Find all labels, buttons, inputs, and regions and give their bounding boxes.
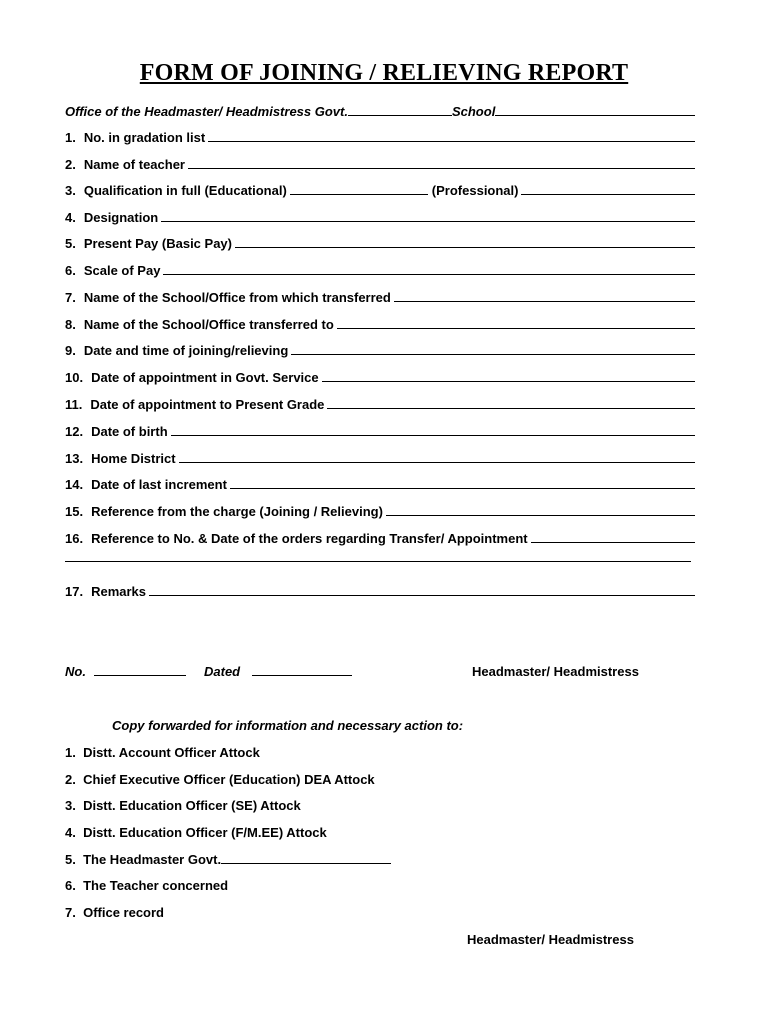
field-row	[65, 531, 695, 546]
field-number: 7.	[65, 290, 76, 305]
field-number: 14.	[65, 477, 84, 492]
copy-item-number: 4.	[65, 825, 76, 840]
field-row	[65, 370, 695, 385]
field-label: Name of teacher	[83, 157, 185, 172]
field-number: 8.	[65, 317, 76, 332]
teacher-name-blank[interactable]	[188, 157, 695, 169]
professional-qualification-blank[interactable]	[521, 183, 695, 195]
no-field	[65, 664, 186, 679]
dated-blank[interactable]	[252, 664, 352, 676]
copy-item	[65, 798, 301, 813]
school-label: School	[451, 104, 496, 119]
field-label: Reference to No. & Date of the orders regarding Transfer/ Appointment	[91, 531, 528, 546]
copy-item-number: 7.	[65, 905, 76, 920]
field-row	[65, 263, 695, 278]
field-row	[65, 130, 695, 145]
field-number: 16.	[65, 531, 84, 546]
copy-heading: Copy forwarded for information and necessary action to:	[112, 718, 464, 733]
transferred-to-blank[interactable]	[337, 317, 695, 329]
charge-reference-blank[interactable]	[386, 504, 695, 516]
field-label: Name of the School/Office from which transferred	[83, 290, 391, 305]
field-label: No. in gradation list	[83, 130, 206, 145]
field-row	[65, 343, 695, 358]
no-blank[interactable]	[94, 664, 186, 676]
copy-item-label: Distt. Education Officer (F/M.EE) Attock	[83, 825, 327, 840]
copy-item-number: 5.	[65, 852, 76, 867]
field-label: Scale of Pay	[83, 263, 161, 278]
govt-school-name-blank[interactable]	[348, 104, 452, 116]
present-grade-date-blank[interactable]	[327, 397, 695, 409]
designation-blank[interactable]	[161, 210, 695, 222]
transfer-order-reference-blank[interactable]	[531, 531, 695, 543]
field-row	[65, 210, 695, 225]
field-number: 4.	[65, 210, 76, 225]
last-increment-blank[interactable]	[230, 477, 695, 489]
present-pay-blank[interactable]	[235, 236, 695, 248]
form-title: FORM OF JOINING / RELIEVING REPORT	[139, 60, 629, 86]
field-number: 13.	[65, 451, 84, 466]
copy-item-number: 1.	[65, 745, 76, 760]
remarks-blank[interactable]	[149, 584, 695, 596]
educational-qualification-blank[interactable]	[290, 183, 428, 195]
field-label-professional: (Professional)	[431, 183, 519, 198]
field-row	[65, 504, 695, 519]
copy-item-label: Chief Executive Officer (Education) DEA Attock	[83, 772, 375, 787]
field-number: 3.	[65, 183, 76, 198]
field-number: 5.	[65, 236, 76, 251]
field-row	[65, 236, 695, 251]
field-number: 6.	[65, 263, 76, 278]
signatory: Headmaster/ Headmistress	[472, 664, 639, 679]
field-label: Date of last increment	[91, 477, 227, 492]
dated-label: Dated	[204, 664, 241, 679]
gradation-number-blank[interactable]	[208, 130, 695, 142]
field-label: Date of appointment to Present Grade	[90, 397, 325, 412]
field-label: Designation	[83, 210, 159, 225]
field-row	[65, 317, 695, 332]
office-prefix: Office of the Headmaster/ Headmistress Govt.	[65, 104, 348, 119]
field-row	[65, 397, 695, 412]
copy-item-number: 2.	[65, 772, 76, 787]
field-label: Date of birth	[91, 424, 168, 439]
date-of-birth-blank[interactable]	[171, 424, 695, 436]
copy-item-number: 6.	[65, 878, 76, 893]
copy-signatory: Headmaster/ Headmistress	[467, 932, 634, 947]
school-name-blank[interactable]	[495, 104, 695, 116]
field-row	[65, 183, 695, 198]
copy-item-label: Distt. Education Officer (SE) Attock	[83, 798, 301, 813]
field-number: 10.	[65, 370, 84, 385]
field-label: Name of the School/Office transferred to	[83, 317, 334, 332]
field-number: 17.	[65, 584, 84, 599]
field-row	[65, 424, 695, 439]
home-district-blank[interactable]	[179, 451, 695, 463]
field-label: Remarks	[91, 584, 147, 599]
field-label: Qualification in full (Educational)	[83, 183, 287, 198]
field-row	[65, 290, 695, 305]
field-number: 12.	[65, 424, 84, 439]
field-label: Date of appointment in Govt. Service	[91, 370, 319, 385]
field-number: 2.	[65, 157, 76, 172]
copy-item	[65, 745, 260, 760]
copy-item-label: The Teacher concerned	[83, 878, 229, 893]
field-label: Home District	[91, 451, 176, 466]
copy-item	[65, 878, 228, 893]
field-number: 15.	[65, 504, 84, 519]
field-row	[65, 477, 695, 492]
continuation-line[interactable]	[65, 561, 691, 562]
field-number: 11.	[65, 397, 83, 412]
scale-of-pay-blank[interactable]	[163, 263, 695, 275]
copy-item-label: The Headmaster Govt.	[83, 852, 222, 867]
copy-item	[65, 825, 327, 840]
field-label: Date and time of joining/relieving	[83, 343, 289, 358]
no-label: No.	[65, 664, 86, 679]
office-line	[65, 104, 695, 119]
field-number: 9.	[65, 343, 76, 358]
field-row	[65, 451, 695, 466]
field-row	[65, 584, 695, 599]
field-row	[65, 157, 695, 172]
headmaster-school-blank[interactable]	[221, 852, 391, 864]
field-label: Present Pay (Basic Pay)	[83, 236, 232, 251]
joining-date-time-blank[interactable]	[291, 343, 695, 355]
govt-service-date-blank[interactable]	[322, 370, 695, 382]
copy-item	[65, 905, 164, 920]
field-label: Reference from the charge (Joining / Relieving)	[91, 504, 383, 519]
field-number: 1.	[65, 130, 76, 145]
copy-item-label: Office record	[83, 905, 164, 920]
transferred-from-blank[interactable]	[394, 290, 695, 302]
copy-item	[65, 772, 375, 787]
copy-item	[65, 852, 391, 867]
copy-item-number: 3.	[65, 798, 76, 813]
copy-item-label: Distt. Account Officer Attock	[83, 745, 260, 760]
dated-field	[204, 664, 352, 679]
